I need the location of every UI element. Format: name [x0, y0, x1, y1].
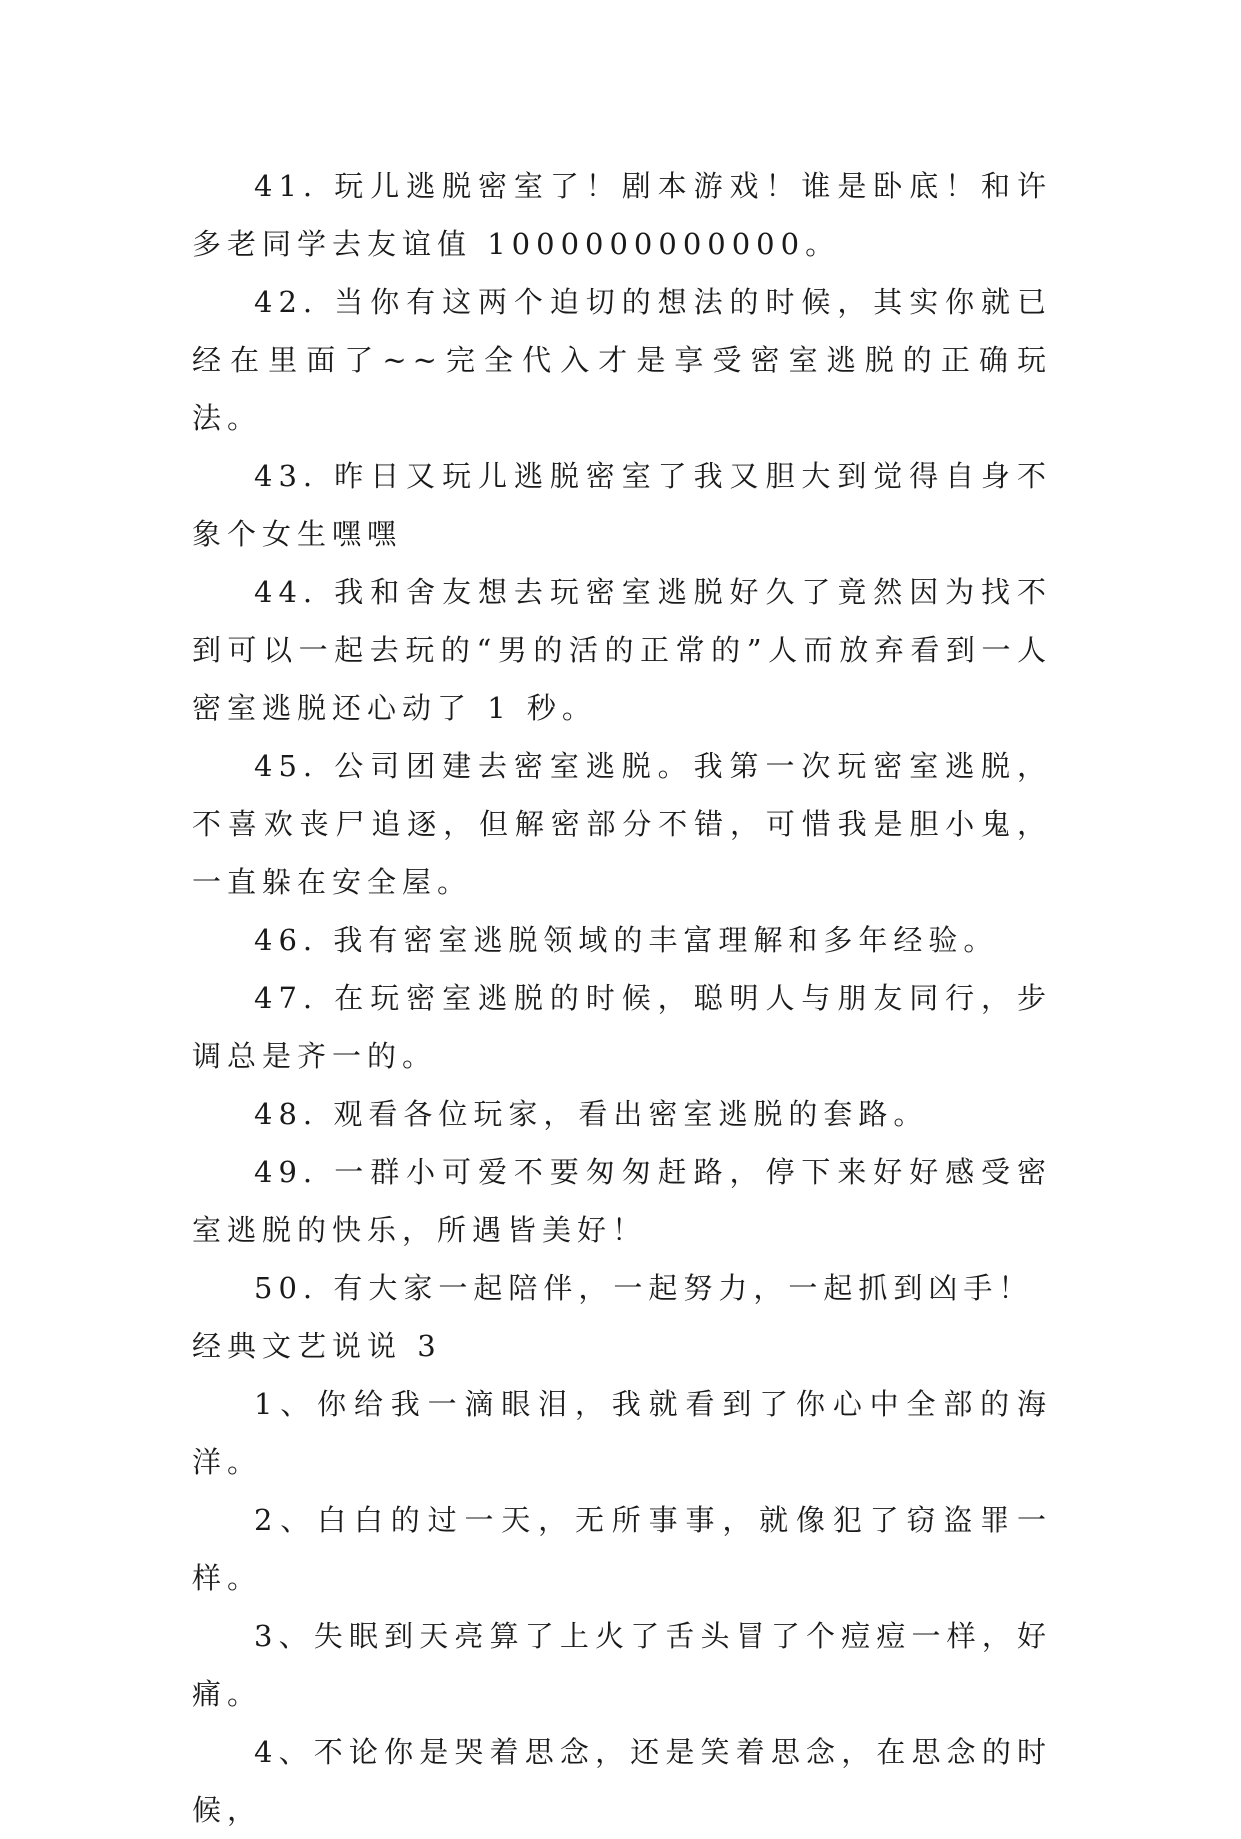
- list-item: 46. 我有密室逃脱领域的丰富理解和多年经验。: [254, 923, 999, 957]
- list-item: 44. 我和舍友想去玩密室逃脱好久了竟然因为找不到可以一起去玩的“男的活的正常的”人而放弃看到一人密室逃脱还心动了 1 秒。: [192, 575, 1052, 725]
- list-item: 1、你给我一滴眼泪，我就看到了你心中全部的海洋。: [192, 1387, 1052, 1479]
- list-item: 50. 有大家一起陪伴，一起努力，一起抓到凶手！: [254, 1271, 1034, 1305]
- list-item: 2、白白的过一天，无所事事，就像犯了窃盗罪一样。: [192, 1503, 1052, 1595]
- document-body: [192, 157, 1052, 1839]
- section-heading: 经典文艺说说 3: [192, 1329, 442, 1363]
- list-item: 42. 当你有这两个迫切的想法的时候，其实你就已经在里面了~~完全代入才是享受密室逃脱的正确玩法。: [192, 285, 1052, 435]
- list-item: 4、不论你是哭着思念，还是笑着思念，在思念的时候，: [192, 1735, 1052, 1827]
- list-item: 41. 玩儿逃脱密室了！剧本游戏！谁是卧底！和许多老同学去友谊值 1000000000000。: [192, 169, 1052, 261]
- list-item: 49. 一群小可爱不要匆匆赶路，停下来好好感受密室逃脱的快乐，所遇皆美好！: [192, 1155, 1052, 1247]
- list-item: 43. 昨日又玩儿逃脱密室了我又胆大到觉得自身不象个女生嘿嘿: [192, 459, 1052, 551]
- list-item: 47. 在玩密室逃脱的时候，聪明人与朋友同行，步调总是齐一的。: [192, 981, 1052, 1073]
- list-item: 3、失眠到天亮算了上火了舌头冒了个痘痘一样，好痛。: [192, 1619, 1052, 1711]
- list-item: 48. 观看各位玩家，看出密室逃脱的套路。: [254, 1097, 929, 1131]
- list-item: 45. 公司团建去密室逃脱。我第一次玩密室逃脱，不喜欢丧尸追逐，但解密部分不错，可惜我是胆小鬼，一直躲在安全屋。: [192, 749, 1052, 899]
